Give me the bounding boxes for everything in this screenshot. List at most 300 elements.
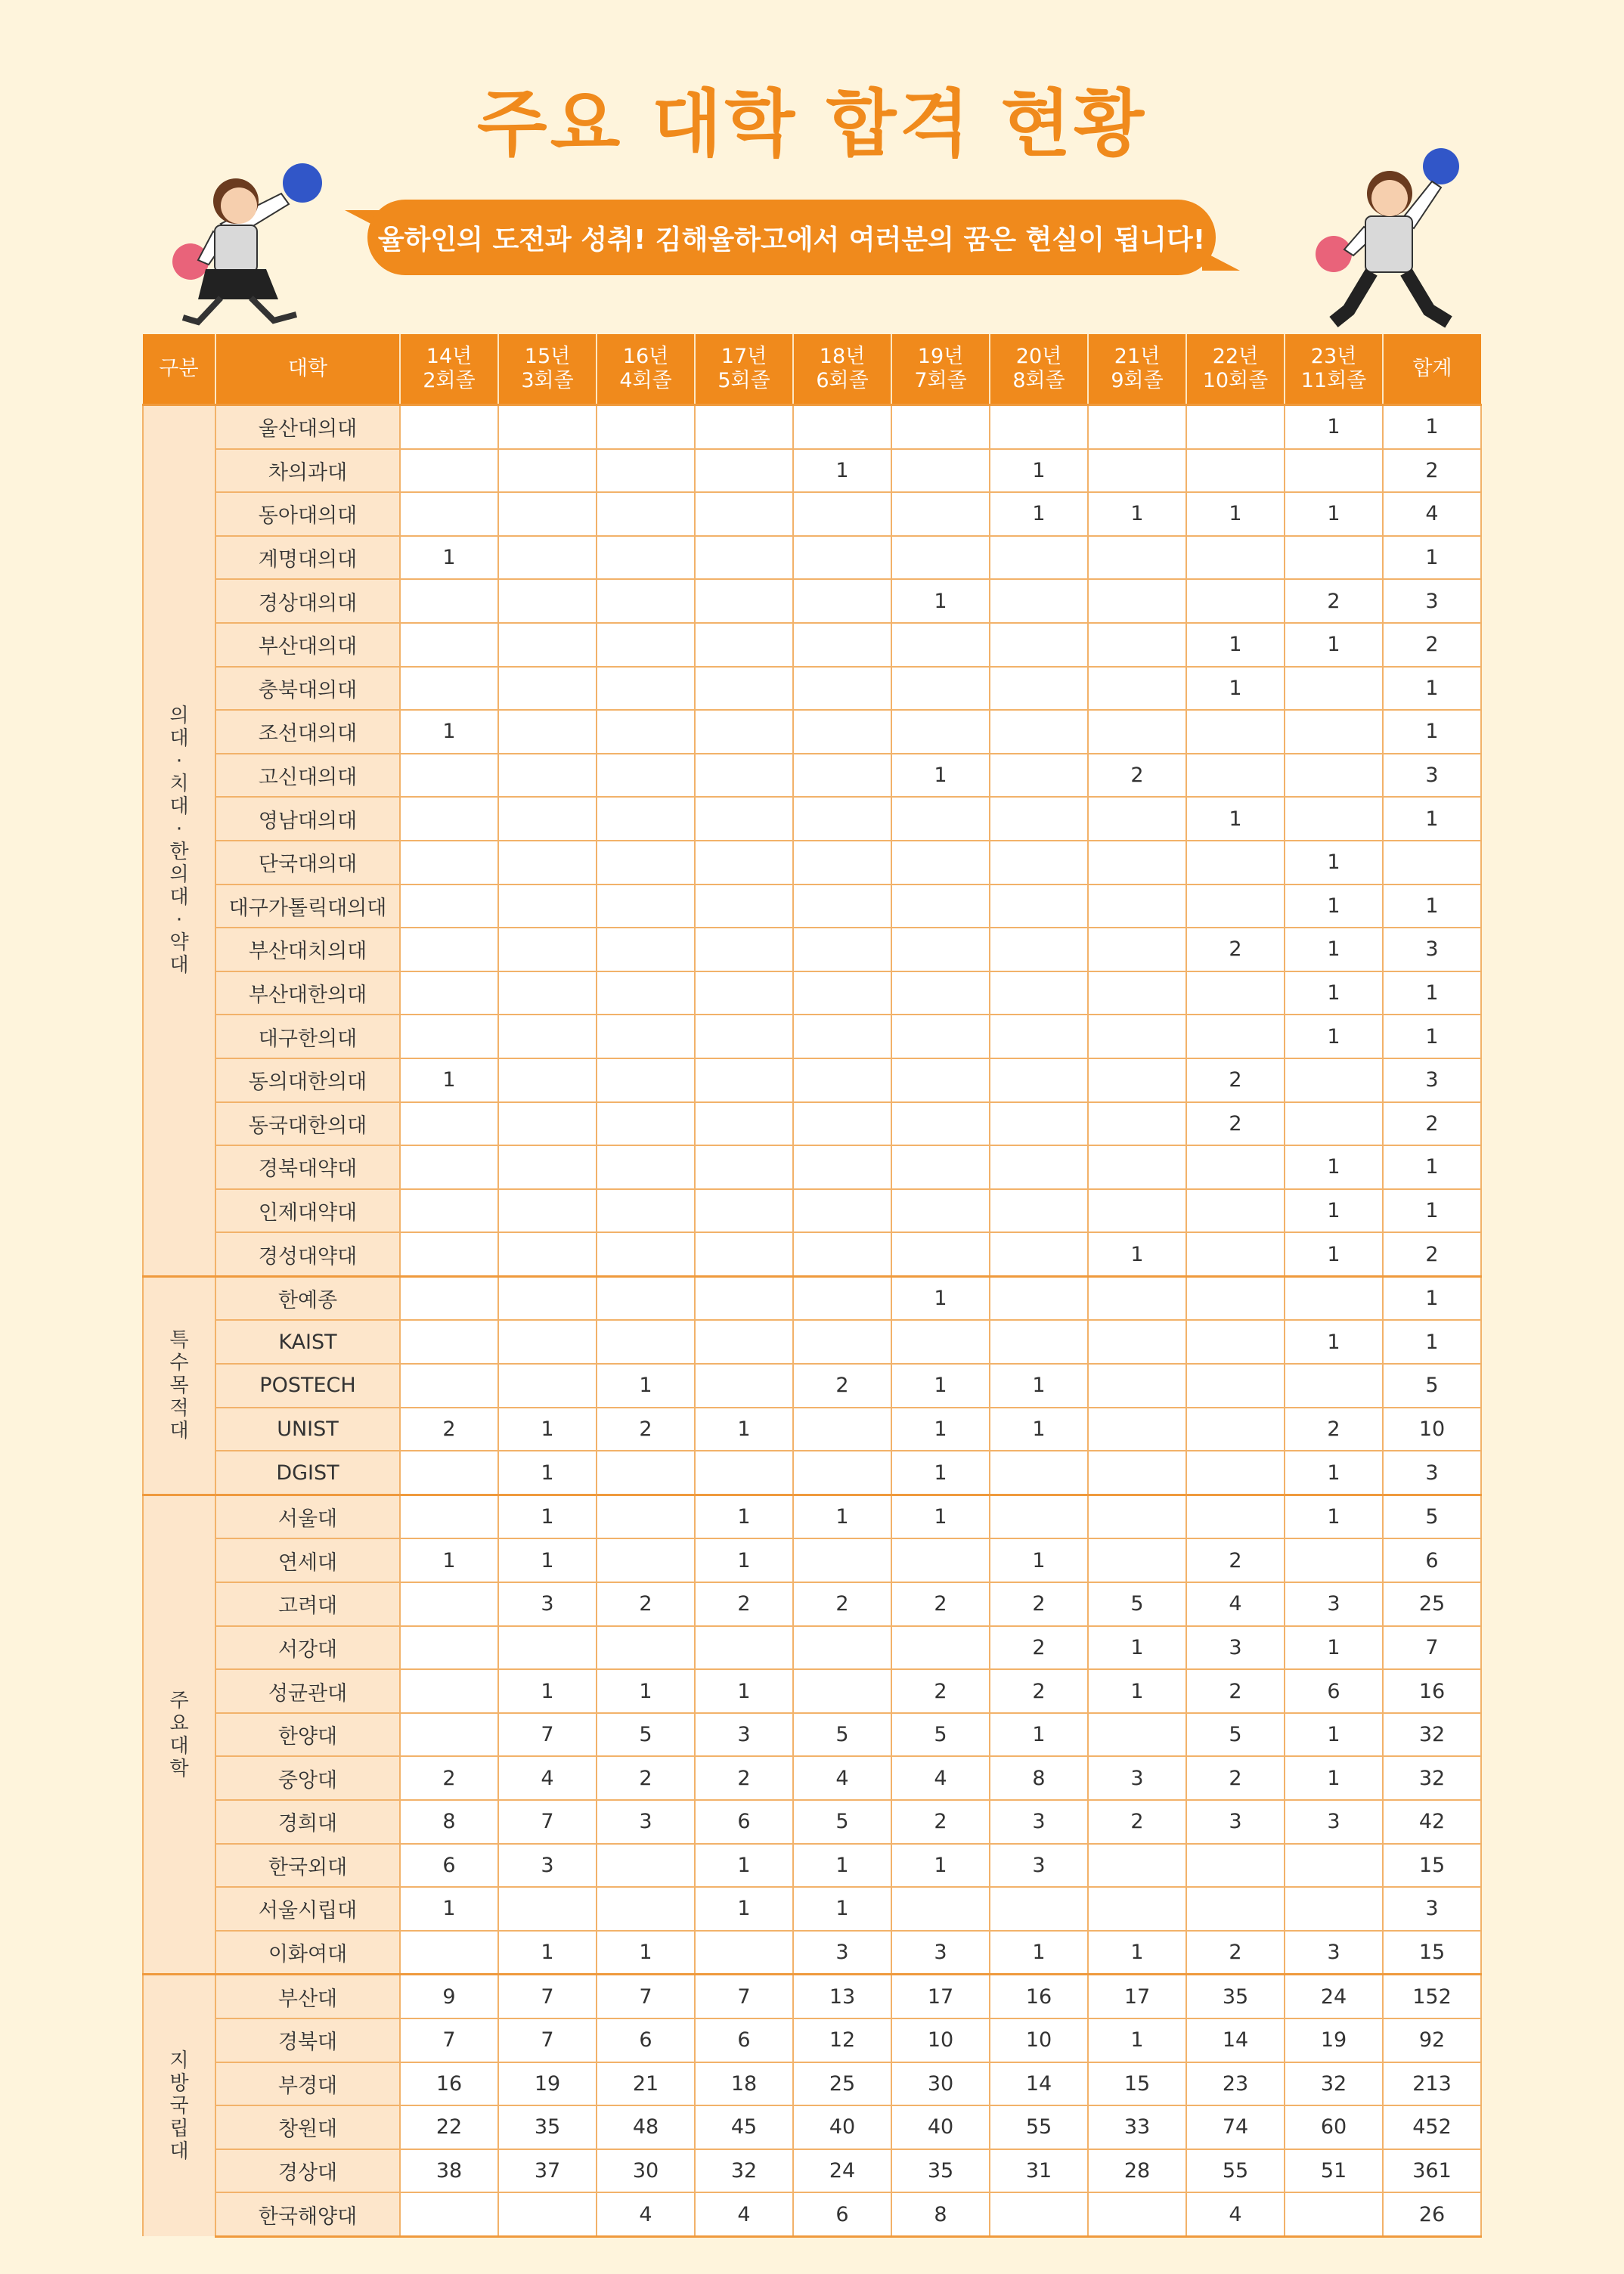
table-row bbox=[143, 2192, 1481, 2236]
total-cell: 16 bbox=[1383, 1669, 1481, 1713]
university-name: 한예종 bbox=[215, 1276, 400, 1320]
count-cell: 1 bbox=[498, 1495, 597, 1538]
count-cell: 15 bbox=[1088, 2062, 1186, 2106]
count-cell: 4 bbox=[1186, 1582, 1285, 1626]
count-cell bbox=[597, 971, 695, 1015]
count-cell bbox=[1186, 1844, 1285, 1888]
count-cell: 1 bbox=[400, 1058, 498, 1102]
count-cell bbox=[597, 1844, 695, 1888]
category-cell: 주 요 대 학 bbox=[143, 1495, 215, 1975]
count-cell: 1 bbox=[1088, 2018, 1186, 2062]
count-cell bbox=[990, 405, 1088, 449]
count-cell bbox=[1186, 710, 1285, 754]
table-row bbox=[143, 1232, 1481, 1276]
count-cell: 2 bbox=[1186, 1102, 1285, 1146]
cheerleader-girl-illustration bbox=[168, 156, 342, 345]
count-cell bbox=[1285, 1364, 1383, 1408]
count-cell bbox=[990, 667, 1088, 711]
count-cell bbox=[597, 1189, 695, 1233]
count-cell: 2 bbox=[793, 1582, 891, 1626]
count-cell bbox=[990, 1015, 1088, 1058]
total-cell: 1 bbox=[1383, 710, 1481, 754]
count-cell bbox=[400, 1582, 498, 1626]
count-cell bbox=[400, 1495, 498, 1538]
university-name: KAIST bbox=[215, 1320, 400, 1364]
table-row bbox=[143, 841, 1481, 885]
count-cell bbox=[597, 1145, 695, 1189]
count-cell: 3 bbox=[1285, 1800, 1383, 1844]
count-cell bbox=[695, 1626, 793, 1670]
count-cell bbox=[400, 405, 498, 449]
university-name: 차의과대 bbox=[215, 449, 400, 493]
university-name: 부산대의대 bbox=[215, 623, 400, 667]
count-cell bbox=[891, 405, 990, 449]
count-cell bbox=[400, 1320, 498, 1364]
table-row bbox=[143, 2149, 1481, 2193]
count-cell: 1 bbox=[1088, 1669, 1186, 1713]
count-cell bbox=[891, 1145, 990, 1189]
count-cell bbox=[695, 885, 793, 928]
count-cell bbox=[1186, 1408, 1285, 1451]
count-cell: 7 bbox=[498, 1713, 597, 1757]
count-cell bbox=[1088, 1408, 1186, 1451]
count-cell bbox=[400, 797, 498, 841]
count-cell bbox=[695, 754, 793, 798]
table-row bbox=[143, 1669, 1481, 1713]
university-name: 한국해양대 bbox=[215, 2192, 400, 2236]
count-cell: 2 bbox=[990, 1669, 1088, 1713]
university-name: 서울대 bbox=[215, 1495, 400, 1538]
category-cell: 특 수 목 적 대 bbox=[143, 1276, 215, 1495]
count-cell: 1 bbox=[695, 1538, 793, 1582]
university-name: 성균관대 bbox=[215, 1669, 400, 1713]
university-name: 대구한의대 bbox=[215, 1015, 400, 1058]
count-cell bbox=[793, 1015, 891, 1058]
count-cell bbox=[990, 841, 1088, 885]
count-cell: 1 bbox=[891, 1364, 990, 1408]
count-cell: 7 bbox=[498, 1975, 597, 2018]
total-cell: 1 bbox=[1383, 536, 1481, 580]
count-cell bbox=[891, 1887, 990, 1931]
count-cell: 21 bbox=[597, 2062, 695, 2106]
count-cell: 6 bbox=[597, 2018, 695, 2062]
count-cell bbox=[400, 885, 498, 928]
count-cell bbox=[891, 1058, 990, 1102]
count-cell bbox=[1088, 1451, 1186, 1495]
count-cell bbox=[1088, 579, 1186, 623]
count-cell bbox=[793, 1408, 891, 1451]
table-row bbox=[143, 797, 1481, 841]
cheerleader-boy-illustration bbox=[1311, 144, 1477, 343]
table-row bbox=[143, 1451, 1481, 1495]
count-cell bbox=[498, 1626, 597, 1670]
count-cell bbox=[891, 1015, 990, 1058]
count-cell bbox=[597, 1276, 695, 1320]
count-cell: 38 bbox=[400, 2149, 498, 2193]
count-cell bbox=[498, 536, 597, 580]
count-cell bbox=[1186, 754, 1285, 798]
university-name: 부산대한의대 bbox=[215, 971, 400, 1015]
count-cell: 5 bbox=[1186, 1713, 1285, 1757]
count-cell: 3 bbox=[1186, 1800, 1285, 1844]
count-cell: 48 bbox=[597, 2105, 695, 2149]
count-cell bbox=[1186, 1887, 1285, 1931]
count-cell: 1 bbox=[695, 1408, 793, 1451]
count-cell bbox=[400, 1713, 498, 1757]
count-cell bbox=[597, 1495, 695, 1538]
count-cell bbox=[1088, 1713, 1186, 1757]
total-cell: 2 bbox=[1383, 1232, 1481, 1276]
total-cell: 1 bbox=[1383, 1145, 1481, 1189]
count-cell: 2 bbox=[1285, 579, 1383, 623]
count-cell: 4 bbox=[793, 1756, 891, 1800]
count-cell bbox=[498, 1102, 597, 1146]
count-cell bbox=[793, 623, 891, 667]
count-cell: 1 bbox=[891, 1276, 990, 1320]
count-cell bbox=[400, 1232, 498, 1276]
count-cell bbox=[793, 1626, 891, 1670]
count-cell bbox=[597, 754, 695, 798]
count-cell: 1 bbox=[1285, 1756, 1383, 1800]
count-cell bbox=[1186, 1451, 1285, 1495]
count-cell: 1 bbox=[1285, 971, 1383, 1015]
count-cell: 1 bbox=[990, 449, 1088, 493]
pompom-blue-icon bbox=[283, 163, 322, 203]
count-cell bbox=[1088, 1145, 1186, 1189]
total-cell: 10 bbox=[1383, 1408, 1481, 1451]
count-cell: 55 bbox=[1186, 2149, 1285, 2193]
total-cell: 1 bbox=[1383, 797, 1481, 841]
table-row bbox=[143, 2018, 1481, 2062]
count-cell bbox=[1186, 1015, 1285, 1058]
total-cell: 1 bbox=[1383, 405, 1481, 449]
count-cell bbox=[498, 710, 597, 754]
count-cell bbox=[1088, 797, 1186, 841]
university-name: 고려대 bbox=[215, 1582, 400, 1626]
count-cell bbox=[695, 1276, 793, 1320]
count-cell: 7 bbox=[498, 1800, 597, 1844]
count-cell bbox=[1285, 1844, 1383, 1888]
count-cell: 31 bbox=[990, 2149, 1088, 2193]
count-cell bbox=[990, 1451, 1088, 1495]
count-cell bbox=[793, 1189, 891, 1233]
count-cell: 14 bbox=[1186, 2018, 1285, 2062]
count-cell bbox=[597, 885, 695, 928]
total-cell: 32 bbox=[1383, 1713, 1481, 1757]
count-cell bbox=[695, 579, 793, 623]
count-cell bbox=[695, 1015, 793, 1058]
count-cell: 2 bbox=[400, 1408, 498, 1451]
count-cell bbox=[990, 710, 1088, 754]
total-cell: 1 bbox=[1383, 1276, 1481, 1320]
count-cell: 13 bbox=[793, 1975, 891, 2018]
count-cell bbox=[1088, 841, 1186, 885]
count-cell: 23 bbox=[1186, 2062, 1285, 2106]
count-cell: 1 bbox=[1285, 1320, 1383, 1364]
count-cell bbox=[695, 405, 793, 449]
university-name: 동의대한의대 bbox=[215, 1058, 400, 1102]
total-cell: 5 bbox=[1383, 1364, 1481, 1408]
count-cell bbox=[695, 1451, 793, 1495]
count-cell: 1 bbox=[1088, 1232, 1186, 1276]
count-cell: 6 bbox=[400, 1844, 498, 1888]
count-cell: 1 bbox=[498, 1669, 597, 1713]
count-cell: 35 bbox=[891, 2149, 990, 2193]
count-cell bbox=[793, 710, 891, 754]
count-cell: 24 bbox=[793, 2149, 891, 2193]
count-cell bbox=[498, 841, 597, 885]
count-cell bbox=[793, 754, 891, 798]
count-cell: 32 bbox=[1285, 2062, 1383, 2106]
count-cell: 1 bbox=[498, 1538, 597, 1582]
count-cell bbox=[1186, 1364, 1285, 1408]
university-name: 동국대한의대 bbox=[215, 1102, 400, 1146]
count-cell bbox=[1088, 667, 1186, 711]
count-cell bbox=[1285, 1058, 1383, 1102]
table-row bbox=[143, 405, 1481, 449]
count-cell: 7 bbox=[498, 2018, 597, 2062]
count-cell: 8 bbox=[990, 1756, 1088, 1800]
total-cell: 4 bbox=[1383, 492, 1481, 536]
count-cell bbox=[400, 623, 498, 667]
count-cell bbox=[793, 667, 891, 711]
count-cell: 1 bbox=[1088, 1626, 1186, 1670]
count-cell: 2 bbox=[1285, 1408, 1383, 1451]
total-cell bbox=[1383, 841, 1481, 885]
count-cell bbox=[1088, 1844, 1186, 1888]
count-cell: 2 bbox=[1186, 928, 1285, 971]
count-cell bbox=[1186, 841, 1285, 885]
total-cell: 3 bbox=[1383, 928, 1481, 971]
count-cell bbox=[1088, 1495, 1186, 1538]
table-row bbox=[143, 1800, 1481, 1844]
count-cell: 3 bbox=[498, 1582, 597, 1626]
count-cell bbox=[1186, 1495, 1285, 1538]
count-cell bbox=[1285, 2192, 1383, 2236]
count-cell bbox=[891, 710, 990, 754]
count-cell bbox=[695, 1364, 793, 1408]
count-cell bbox=[400, 754, 498, 798]
count-cell bbox=[990, 971, 1088, 1015]
count-cell bbox=[1088, 1058, 1186, 1102]
total-cell: 6 bbox=[1383, 1538, 1481, 1582]
column-header: 18년 6회졸 bbox=[793, 334, 891, 405]
count-cell bbox=[891, 885, 990, 928]
count-cell bbox=[793, 1538, 891, 1582]
count-cell: 2 bbox=[1186, 1931, 1285, 1975]
count-cell bbox=[891, 928, 990, 971]
table-row bbox=[143, 1756, 1481, 1800]
count-cell: 4 bbox=[1186, 2192, 1285, 2236]
total-cell: 152 bbox=[1383, 1975, 1481, 2018]
count-cell bbox=[1186, 1320, 1285, 1364]
count-cell bbox=[597, 667, 695, 711]
count-cell: 1 bbox=[695, 1669, 793, 1713]
table-row bbox=[143, 754, 1481, 798]
column-header: 21년 9회졸 bbox=[1088, 334, 1186, 405]
count-cell: 1 bbox=[793, 1887, 891, 1931]
total-cell: 32 bbox=[1383, 1756, 1481, 1800]
table-row bbox=[143, 1844, 1481, 1888]
total-cell: 92 bbox=[1383, 2018, 1481, 2062]
total-cell: 452 bbox=[1383, 2105, 1481, 2149]
count-cell: 55 bbox=[990, 2105, 1088, 2149]
count-cell bbox=[400, 971, 498, 1015]
count-cell bbox=[498, 2192, 597, 2236]
table-row bbox=[143, 1975, 1481, 2018]
count-cell bbox=[498, 623, 597, 667]
university-name: 경북대 bbox=[215, 2018, 400, 2062]
university-name: DGIST bbox=[215, 1451, 400, 1495]
total-cell: 1 bbox=[1383, 1320, 1481, 1364]
count-cell: 17 bbox=[891, 1975, 990, 2018]
count-cell: 1 bbox=[793, 1495, 891, 1538]
table-row bbox=[143, 536, 1481, 580]
count-cell: 16 bbox=[400, 2062, 498, 2106]
university-name: 충북대의대 bbox=[215, 667, 400, 711]
column-header: 19년 7회졸 bbox=[891, 334, 990, 405]
count-cell: 18 bbox=[695, 2062, 793, 2106]
count-cell bbox=[990, 1320, 1088, 1364]
count-cell bbox=[793, 1102, 891, 1146]
university-name: 경상대 bbox=[215, 2149, 400, 2193]
count-cell: 2 bbox=[793, 1364, 891, 1408]
count-cell bbox=[695, 1058, 793, 1102]
count-cell bbox=[400, 841, 498, 885]
count-cell bbox=[793, 1320, 891, 1364]
count-cell: 4 bbox=[891, 1756, 990, 1800]
count-cell bbox=[1186, 579, 1285, 623]
count-cell bbox=[1088, 928, 1186, 971]
count-cell: 5 bbox=[597, 1713, 695, 1757]
university-name: 대구가톨릭대의대 bbox=[215, 885, 400, 928]
count-cell bbox=[597, 492, 695, 536]
table-row bbox=[143, 1276, 1481, 1320]
count-cell bbox=[1285, 1887, 1383, 1931]
count-cell bbox=[793, 1145, 891, 1189]
count-cell bbox=[891, 1538, 990, 1582]
count-cell bbox=[498, 797, 597, 841]
count-cell: 1 bbox=[1285, 1015, 1383, 1058]
count-cell: 1 bbox=[400, 536, 498, 580]
column-header: 구분 bbox=[143, 334, 215, 405]
count-cell bbox=[1186, 1232, 1285, 1276]
count-cell bbox=[990, 1495, 1088, 1538]
count-cell: 2 bbox=[990, 1582, 1088, 1626]
total-cell: 1 bbox=[1383, 1189, 1481, 1233]
count-cell: 7 bbox=[597, 1975, 695, 2018]
count-cell: 1 bbox=[498, 1408, 597, 1451]
count-cell: 1 bbox=[695, 1495, 793, 1538]
count-cell: 1 bbox=[1285, 1451, 1383, 1495]
university-name: 서강대 bbox=[215, 1626, 400, 1670]
count-cell: 32 bbox=[695, 2149, 793, 2193]
count-cell: 1 bbox=[597, 1364, 695, 1408]
count-cell bbox=[1285, 797, 1383, 841]
count-cell bbox=[400, 1931, 498, 1975]
table-row bbox=[143, 1102, 1481, 1146]
count-cell bbox=[1285, 536, 1383, 580]
count-cell bbox=[1088, 1320, 1186, 1364]
count-cell bbox=[400, 579, 498, 623]
count-cell bbox=[891, 536, 990, 580]
table-row bbox=[143, 928, 1481, 971]
count-cell: 5 bbox=[793, 1800, 891, 1844]
total-cell: 15 bbox=[1383, 1844, 1481, 1888]
count-cell bbox=[793, 1276, 891, 1320]
count-cell bbox=[498, 1320, 597, 1364]
count-cell bbox=[891, 449, 990, 493]
count-cell: 1 bbox=[695, 1844, 793, 1888]
count-cell bbox=[793, 536, 891, 580]
count-cell: 1 bbox=[990, 1364, 1088, 1408]
count-cell: 2 bbox=[597, 1756, 695, 1800]
count-cell bbox=[597, 579, 695, 623]
university-name: 동아대의대 bbox=[215, 492, 400, 536]
university-name: 단국대의대 bbox=[215, 841, 400, 885]
count-cell bbox=[695, 1232, 793, 1276]
count-cell: 1 bbox=[400, 710, 498, 754]
count-cell: 3 bbox=[597, 1800, 695, 1844]
count-cell bbox=[498, 1015, 597, 1058]
count-cell bbox=[597, 1058, 695, 1102]
count-cell: 2 bbox=[597, 1408, 695, 1451]
total-cell: 2 bbox=[1383, 449, 1481, 493]
count-cell bbox=[695, 623, 793, 667]
count-cell bbox=[990, 1189, 1088, 1233]
count-cell bbox=[990, 754, 1088, 798]
table-row bbox=[143, 1713, 1481, 1757]
column-header: 16년 4회졸 bbox=[597, 334, 695, 405]
count-cell: 1 bbox=[1186, 667, 1285, 711]
count-cell: 30 bbox=[597, 2149, 695, 2193]
count-cell: 3 bbox=[1285, 1582, 1383, 1626]
slogan-banner bbox=[367, 200, 1216, 275]
count-cell: 1 bbox=[891, 1408, 990, 1451]
count-cell bbox=[597, 1626, 695, 1670]
table-row bbox=[143, 1189, 1481, 1233]
count-cell bbox=[1088, 1364, 1186, 1408]
count-cell bbox=[597, 405, 695, 449]
count-cell: 1 bbox=[990, 1408, 1088, 1451]
table-row bbox=[143, 492, 1481, 536]
university-name: 연세대 bbox=[215, 1538, 400, 1582]
count-cell bbox=[1285, 1276, 1383, 1320]
count-cell: 1 bbox=[1088, 492, 1186, 536]
count-cell bbox=[695, 971, 793, 1015]
count-cell bbox=[400, 928, 498, 971]
count-cell: 22 bbox=[400, 2105, 498, 2149]
count-cell: 16 bbox=[990, 1975, 1088, 2018]
count-cell bbox=[597, 1102, 695, 1146]
table-row bbox=[143, 1538, 1481, 1582]
count-cell: 1 bbox=[1285, 928, 1383, 971]
count-cell bbox=[1088, 885, 1186, 928]
count-cell: 1 bbox=[1186, 623, 1285, 667]
count-cell bbox=[793, 579, 891, 623]
count-cell bbox=[498, 885, 597, 928]
table-row bbox=[143, 1015, 1481, 1058]
count-cell bbox=[990, 579, 1088, 623]
university-name: 경북대약대 bbox=[215, 1145, 400, 1189]
count-cell bbox=[695, 797, 793, 841]
total-cell: 3 bbox=[1383, 1451, 1481, 1495]
count-cell: 2 bbox=[695, 1756, 793, 1800]
count-cell bbox=[891, 971, 990, 1015]
university-name: 서울시립대 bbox=[215, 1887, 400, 1931]
count-cell: 2 bbox=[1186, 1669, 1285, 1713]
count-cell bbox=[597, 1887, 695, 1931]
